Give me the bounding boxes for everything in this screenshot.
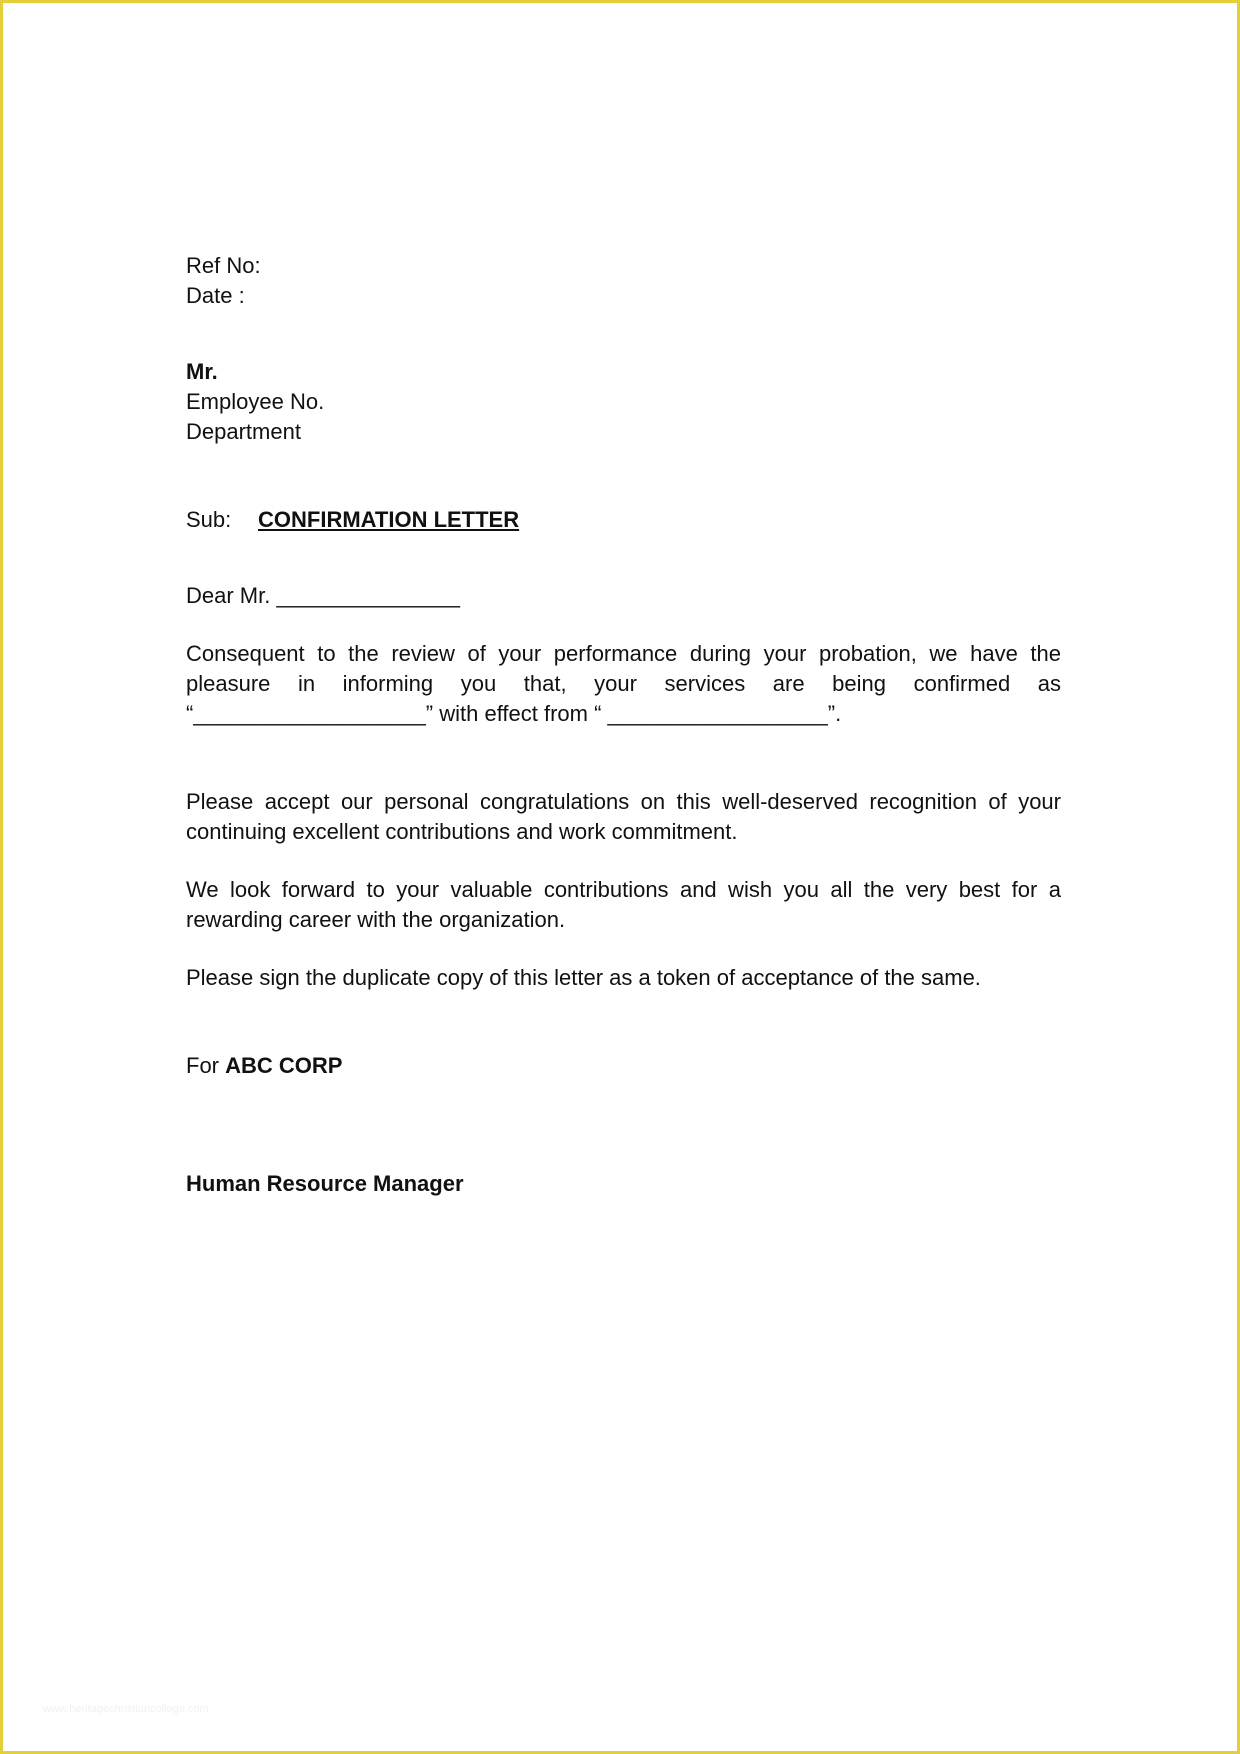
paragraph-1-line-3: “___________________” with effect from “ __________________”. (186, 701, 842, 726)
greeting: Dear Mr. _______________ (186, 583, 460, 608)
paragraph-3: We look forward to your valuable contributions and wish you all the very best for a rewarding career with the organization. (186, 877, 1061, 932)
paragraph-1-line-1: Consequent to the review of your performance during your probation, we have the (186, 641, 1061, 666)
employee-no: Employee No. (186, 389, 325, 414)
department: Department (186, 419, 301, 444)
letter-body (186, 251, 1061, 1199)
company-name: ABC CORP (225, 1053, 343, 1078)
paragraph-2: Please accept our personal congratulations on this well-deserved recognition of your continuing excellent contributions and work commitment. (186, 789, 1061, 844)
closing-line (186, 1051, 1061, 1081)
date: Date : (186, 283, 245, 308)
subject-label: Sub: (186, 507, 232, 532)
closing-prefix: For (186, 1053, 226, 1078)
signatory-title: Human Resource Manager (186, 1171, 464, 1196)
subject-line (186, 505, 1061, 535)
paragraph-1-line-2: pleasure in informing you that, your services are being confirmed as (186, 671, 1061, 696)
watermark-text: www.heritagechristiancollege.com (43, 1703, 209, 1715)
subject-title: CONFIRMATION LETTER (258, 507, 520, 532)
paragraph-1 (186, 639, 1061, 729)
paragraph-4: Please sign the duplicate copy of this letter as a token of acceptance of the same. (186, 965, 981, 990)
ref-no: Ref No: (186, 253, 261, 278)
recipient-title: Mr. (186, 359, 218, 384)
